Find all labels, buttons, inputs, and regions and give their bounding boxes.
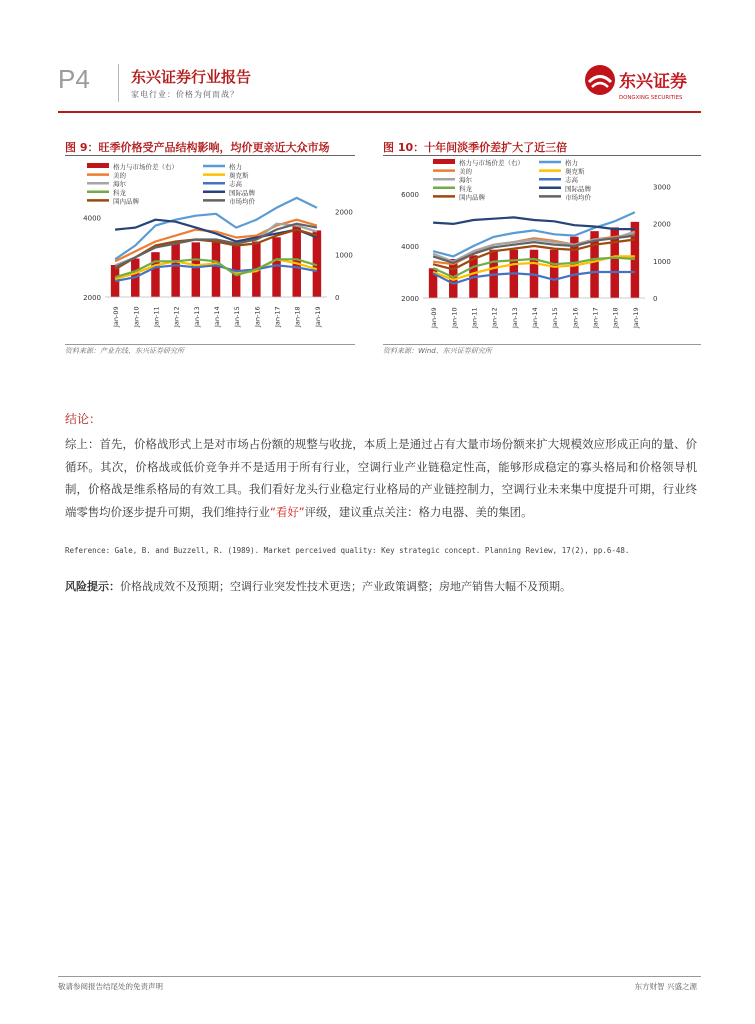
x-tick-label: Jan-09 [430,307,439,328]
legend-label: 奥克斯 [229,171,249,180]
y-tick-left: 4000 [83,214,101,223]
report-subtitle: 家电行业：价格为何而战？ [131,90,239,99]
legend-label: 美的 [113,171,126,180]
legend-label: 国际品牌 [565,184,591,193]
x-tick-label: Jan-11 [152,306,161,327]
x-tick-label: Jan-13 [192,306,201,327]
x-tick-label: Jan-14 [213,306,221,327]
reference: Reference: Gale, B. and Buzzell, R. (1989). Market perceived quality: Key strategic concept. Planning Review, 17(2), pp.6-48. [65,546,630,555]
risk-warning [65,578,571,594]
logo-mark-icon [585,65,615,95]
x-tick-label: Jan-19 [313,306,322,327]
figure-9 [65,155,355,345]
y-tick-left: 4000 [401,243,419,251]
conclusion-text-b: 评级，建议重点关注：格力电器、美的集团。 [304,504,533,519]
bar [212,241,220,297]
risk-text: 价格战成效不及预期；空调行业突发性技术更迭；产业政策调整；房地产销售大幅不及预期。 [120,580,571,593]
bar [192,242,200,297]
legend-label: 格力 [565,159,578,167]
conclusion-heading: 结论： [65,412,102,426]
logo-cn: 东兴证券 [619,72,687,92]
figure-9-source: 资料来源：产业在线、东兴证券研究所 [65,347,184,355]
x-tick-label: Jan-12 [172,306,181,327]
x-tick-label: Jan-15 [551,307,560,328]
x-tick-label: Jan-10 [450,307,459,328]
legend-label: 国内品牌 [459,193,485,202]
x-tick-label: Jan-18 [293,306,302,327]
x-tick-label: Jan-15 [233,306,242,327]
y-tick-right: 0 [653,295,658,303]
x-tick-label: Jan-14 [531,307,539,328]
x-tick-label: Jan-19 [631,307,640,328]
legend-label: 国内品牌 [113,197,139,206]
legend-label: 科龙 [459,184,472,193]
footer-disclaimer: 敬请参阅报告结尾处的免责声明 [58,982,163,991]
x-tick-label: Jan-17 [591,307,600,328]
legend-label: 奥克斯 [565,167,585,176]
figure-10-title: 图 10：十年间淡季价差扩大了近三倍 [383,141,568,154]
legend-label: 国际品牌 [229,188,255,197]
conclusion-paragraph [65,433,697,523]
y-tick-left: 6000 [401,191,419,199]
bar [171,244,179,297]
figure-10 [383,155,701,345]
legend-label: 市场均价 [229,197,255,206]
page-number: P4 [58,64,90,94]
y-tick-right: 2000 [653,220,671,229]
y-tick-left: 2000 [401,295,419,303]
figure-10-chart [383,156,701,344]
conclusion-text-a: 综上：首先，价格战形式上是对市场占份额的规整与收拢，本质上是通过占有大量市场份额来扩大规模效应形成正向的量、价循环。其次，价格战或低价竞争并不是适用于所有行业，空调行业产业链稳定性高，能够形成稳定的寡头格局和价格领导机制，价格战是维系格局的有效工具。我们看好龙头行业稳定行业格局的产业链控制力，空调行业未来集中度提升可期，行业终端零售均价逐步提升可期，我们维持行业 [65,437,697,519]
y-tick-right: 1000 [335,251,353,260]
legend-label: 海尔 [459,176,472,185]
legend-label: 志高 [229,180,242,189]
x-tick-label: Jan-12 [490,307,499,328]
bar [151,252,159,297]
legend-label: 志高 [565,176,578,185]
y-tick-right: 0 [335,294,340,302]
x-tick-label: Jan-11 [470,307,479,328]
legend-label: 海尔 [113,180,126,189]
y-tick-right: 2000 [335,208,353,217]
legend-label: 科龙 [113,188,126,197]
logo-en: DONGXING SECURITIES [619,95,683,101]
bar [272,237,280,297]
rating-highlight: “看好” [270,504,305,519]
legend-label: 美的 [459,167,472,176]
figure-9-chart [65,156,355,344]
series-line [433,217,635,229]
y-tick-right: 1000 [653,257,671,266]
header-rule [58,111,701,113]
x-tick-label: Jan-16 [571,307,580,328]
legend-label: 格力 [229,163,242,171]
legend-label: 格力与市场价差（右） [459,159,524,167]
legend-label: 市场均价 [565,193,591,202]
x-tick-label: Jan-10 [132,306,141,327]
figure-9-title: 图 9：旺季价格受产品结构影响，均价更亲近大众市场 [65,141,330,154]
y-tick-right: 3000 [653,183,671,192]
x-tick-label: Jan-16 [253,306,262,327]
x-tick-label: Jan-13 [510,307,519,328]
y-tick-left: 2000 [83,294,101,302]
bar [550,250,558,298]
legend-swatch [87,163,109,168]
x-tick-label: Jan-09 [112,306,121,327]
risk-label: 风险提示： [65,580,120,593]
x-tick-label: Jan-17 [273,306,282,327]
x-tick-label: Jan-18 [611,307,620,328]
footer-slogan: 东方财智 兴盛之源 [634,982,697,991]
legend-swatch [433,159,455,164]
header-divider [118,64,119,102]
footer-rule [58,976,701,977]
report-title: 东兴证券行业报告 [131,68,252,86]
company-logo [583,62,703,106]
legend-label: 格力与市场价差（右） [113,163,178,171]
figure-10-source: 资料来源：Wind、东兴证券研究所 [383,347,492,355]
